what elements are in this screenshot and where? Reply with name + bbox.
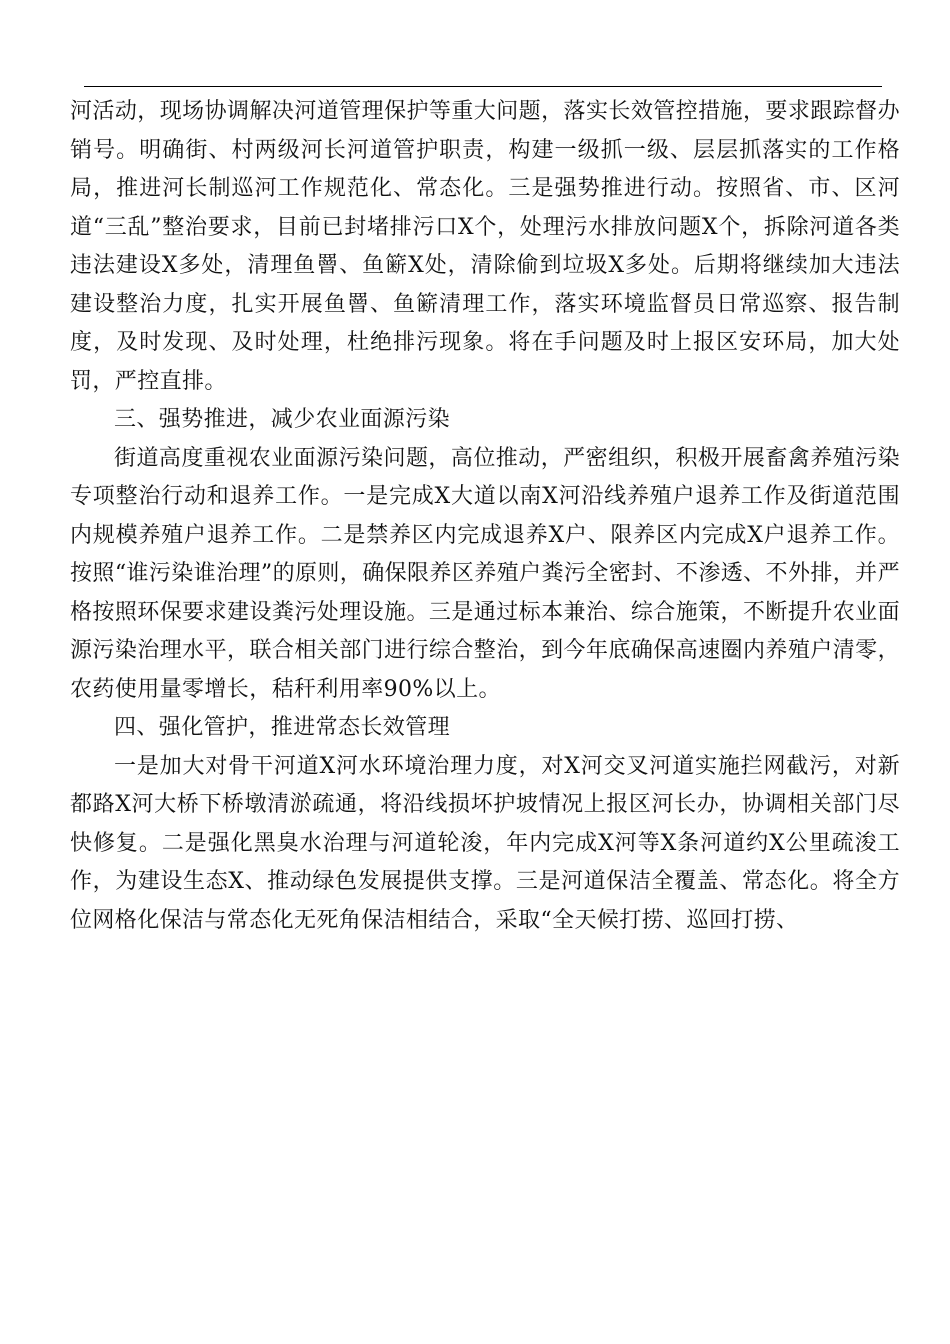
section-heading-3: 三、强势推进，减少农业面源污染 bbox=[114, 407, 451, 432]
body-text bbox=[70, 93, 900, 940]
paragraph-section-3: 街道高度重视农业面源污染问题，高位推动，严密组织，积极开展畜禽养殖污染专项整治行动和退养工作。一是完成X大道以南X河沿线养殖户退养工作及街道范围内规模养殖户退养工作。二是禁养区内完成退养X户、限养区内完成X户退养工作。按照“谁污染谁治理”的原则，确保限养区养殖户粪污全密封、不渗透、不外排，并严格按照环保要求建设粪污处理设施。三是通过标本兼治、综合施策，不断提升农业面源污染治理水平，联合相关部门进行综合整治，到今年底确保高速圈内养殖户清零，农药使用量零增长，秸秆利用率90%以上。 bbox=[70, 445, 900, 702]
paragraph-section-4: 一是加大对骨干河道X河水环境治理力度，对X河交叉河道实施拦网截污，对新都路X河大桥下桥墩清淤疏通，将沿线损坏护坡情况上报区河长办，协调相关部门尽快修复。二是强化黑臭水治理与河道轮浚，年内完成X河等X条河道约X公里疏浚工作，为建设生态X、推动绿色发展提供支撑。三是河道保洁全覆盖、常态化。将全方位网格化保洁与常态化无死角保洁相结合，采取“全天候打捞、巡回打捞、 bbox=[70, 753, 900, 933]
section-heading-4: 四、强化管护，推进常态长效管理 bbox=[114, 715, 451, 740]
header-rule bbox=[84, 86, 882, 87]
paragraph-continuation: 河活动，现场协调解决河道管理保护等重大问题，落实长效管控措施，要求跟踪督办销号。明确街、村两级河长河道管护职责，构建一级抓一级、层层抓落实的工作格局，推进河长制巡河工作规范化、常态化。三是强势推进行动。按照省、市、区河道“三乱”整治要求，目前已封堵排污口X个，处理污水排放问题X个，拆除河道各类违法建设X多处，清理鱼罾、鱼簖X处，清除偷到垃圾X多处。后期将继续加大违法建设整治力度，扎实开展鱼罾、鱼簖清理工作，落实环境监督员日常巡察、报告制度，及时发现、及时处理，杜绝排污现象。将在手问题及时上报区安环局，加大处罚，严控直排。 bbox=[70, 99, 900, 394]
